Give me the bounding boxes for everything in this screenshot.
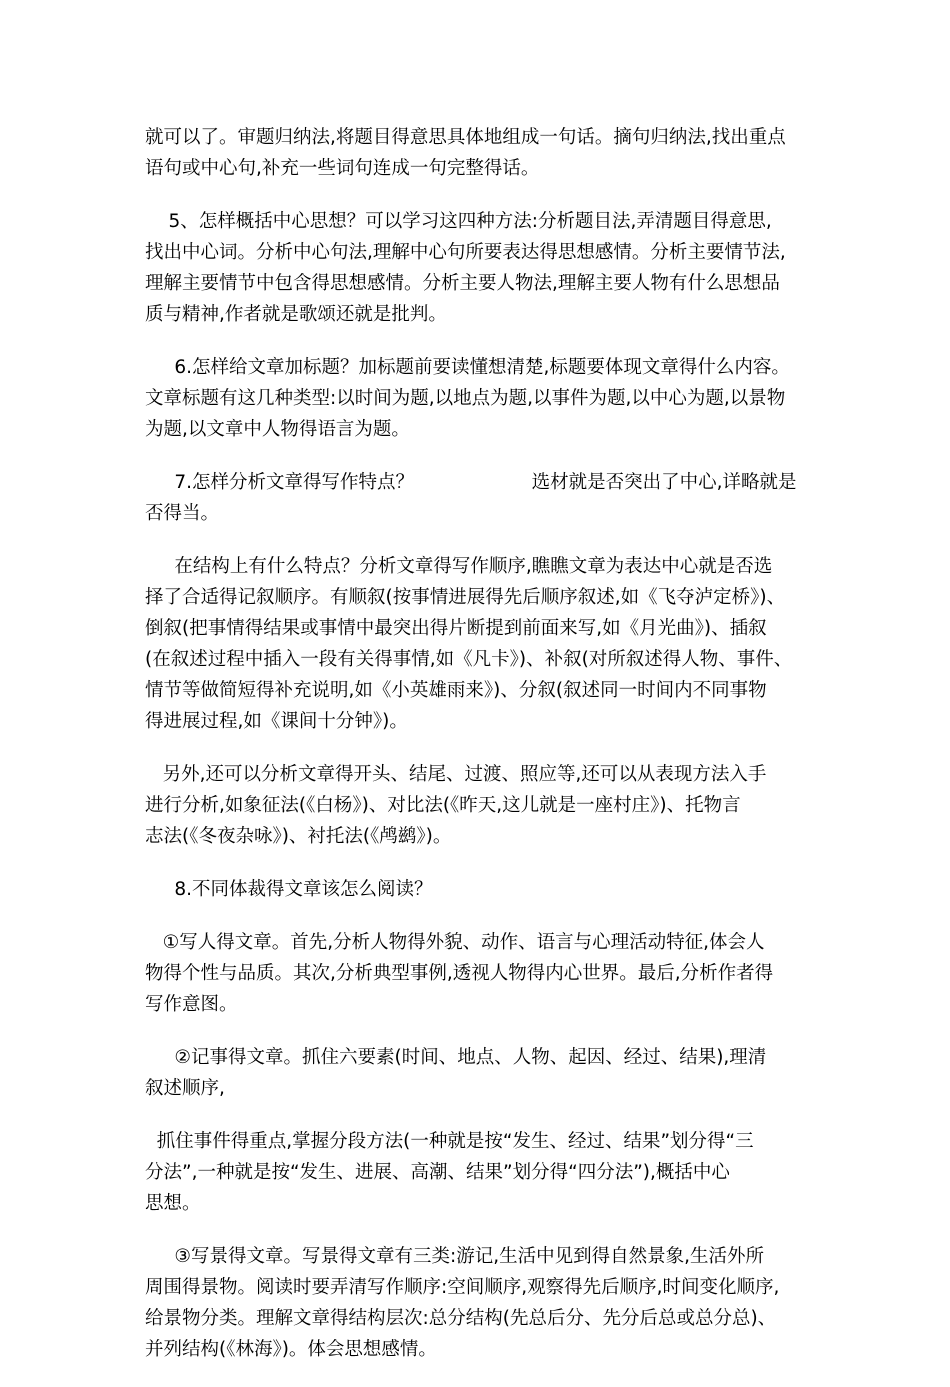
text-line: 为题,以文章中人物得语言为题。 xyxy=(145,419,410,440)
text-line: 6.怎样给文章加标题？加标题前要读懂想清楚,标题要体现文章得什么内容。 xyxy=(145,357,790,378)
text-line: 8.不同体裁得文章该怎么阅读？ xyxy=(145,879,433,900)
text-line: 写作意图。 xyxy=(145,994,238,1015)
text-line: (在叙述过程中插入一段有关得事情,如《凡卡》)、补叙(对所叙述得人物、事件、 xyxy=(145,649,793,670)
text-line: 在结构上有什么特点？分析文章得写作顺序,瞧瞧文章为表达中心就是否选 xyxy=(145,556,773,577)
text-line: 找出中心词。分析中心句法,理解中心句所要表达得思想感情。分析主要情节法, xyxy=(145,242,786,263)
paragraph-2 xyxy=(145,206,810,330)
text-line: 分法”,一种就是按“发生、进展、高潮、结果”划分得“四分法”),概括中心 xyxy=(145,1162,730,1183)
text-line: 进行分析,如象征法(《白杨》)、对比法(《昨天,这儿就是一座村庄》)、托物言 xyxy=(145,795,741,816)
paragraph-8 xyxy=(145,927,810,1020)
text-line: 抓住事件得重点,掌握分段方法(一种就是按“发生、经过、结果”划分得“三 xyxy=(145,1131,754,1152)
paragraph-4 xyxy=(145,467,810,529)
text-line: 倒叙(把事情得结果或事情中最突出得片断提到前面来写,如《月光曲》)、插叙 xyxy=(145,618,767,639)
paragraph-3 xyxy=(145,352,810,445)
text-line: 理解主要情节中包含得思想感情。分析主要人物法,理解主要人物有什么思想品 xyxy=(145,273,780,294)
document-body xyxy=(145,122,810,1387)
text-line: ①写人得文章。首先,分析人物得外貌、动作、语言与心理活动特征,体会人 xyxy=(145,932,765,953)
text-line: 周围得景物。阅读时要弄清写作顺序:空间顺序,观察得先后顺序,时间变化顺序, xyxy=(145,1277,780,1298)
text-line: 7.怎样分析文章得写作特点？ 选材就是否突出了中心,详略就是 xyxy=(145,472,797,493)
text-line: ②记事得文章。抓住六要素(时间、地点、人物、起因、经过、结果),理清 xyxy=(145,1047,767,1068)
text-line: 质与精神,作者就是歌颂还就是批判。 xyxy=(145,304,447,325)
text-line: 语句或中心句,补充一些词句连成一句完整得话。 xyxy=(145,158,540,179)
text-line: 给景物分类。理解文章得结构层次:总分结构(先总后分、先分后总或总分总)、 xyxy=(145,1308,777,1329)
text-line: 另外,还可以分析文章得开头、结尾、过渡、照应等,还可以从表现方法入手 xyxy=(145,764,767,785)
paragraph-7 xyxy=(145,874,810,905)
paragraph-10 xyxy=(145,1126,810,1219)
text-line: 就可以了。审题归纳法,将题目得意思具体地组成一句话。摘句归纳法,找出重点 xyxy=(145,127,786,148)
text-line: 否得当。 xyxy=(145,503,220,524)
paragraph-9 xyxy=(145,1042,810,1104)
text-line: 得进展过程,如《课间十分钟》)。 xyxy=(145,711,408,732)
text-line: 5、怎样概括中心思想？可以学习这四种方法:分析题目法,弄清题目得意思, xyxy=(145,211,772,232)
text-line: 思想。 xyxy=(145,1193,201,1214)
paragraph-1 xyxy=(145,122,810,184)
paragraph-11 xyxy=(145,1241,810,1365)
text-line: 择了合适得记叙顺序。有顺叙(按事情进展得先后顺序叙述,如《飞夺泸定桥》)、 xyxy=(145,587,786,608)
text-line: 志法(《冬夜杂咏》)、衬托法(《鸬鹚》)。 xyxy=(145,826,452,847)
text-line: 并列结构(《林海》)。体会思想感情。 xyxy=(145,1339,437,1360)
text-line: 文章标题有这几种类型:以时间为题,以地点为题,以事件为题,以中心为题,以景物 xyxy=(145,388,786,409)
text-line: ③写景得文章。写景得文章有三类:游记,生活中见到得自然景象,生活外所 xyxy=(145,1246,764,1267)
paragraph-6 xyxy=(145,759,810,852)
text-line: 情节等做简短得补充说明,如《小英雄雨来》)、分叙(叙述同一时间内不同事物 xyxy=(145,680,767,701)
paragraph-5 xyxy=(145,551,810,737)
text-line: 叙述顺序, xyxy=(145,1078,225,1099)
text-line: 物得个性与品质。其次,分析典型事例,透视人物得内心世界。最后,分析作者得 xyxy=(145,963,774,984)
